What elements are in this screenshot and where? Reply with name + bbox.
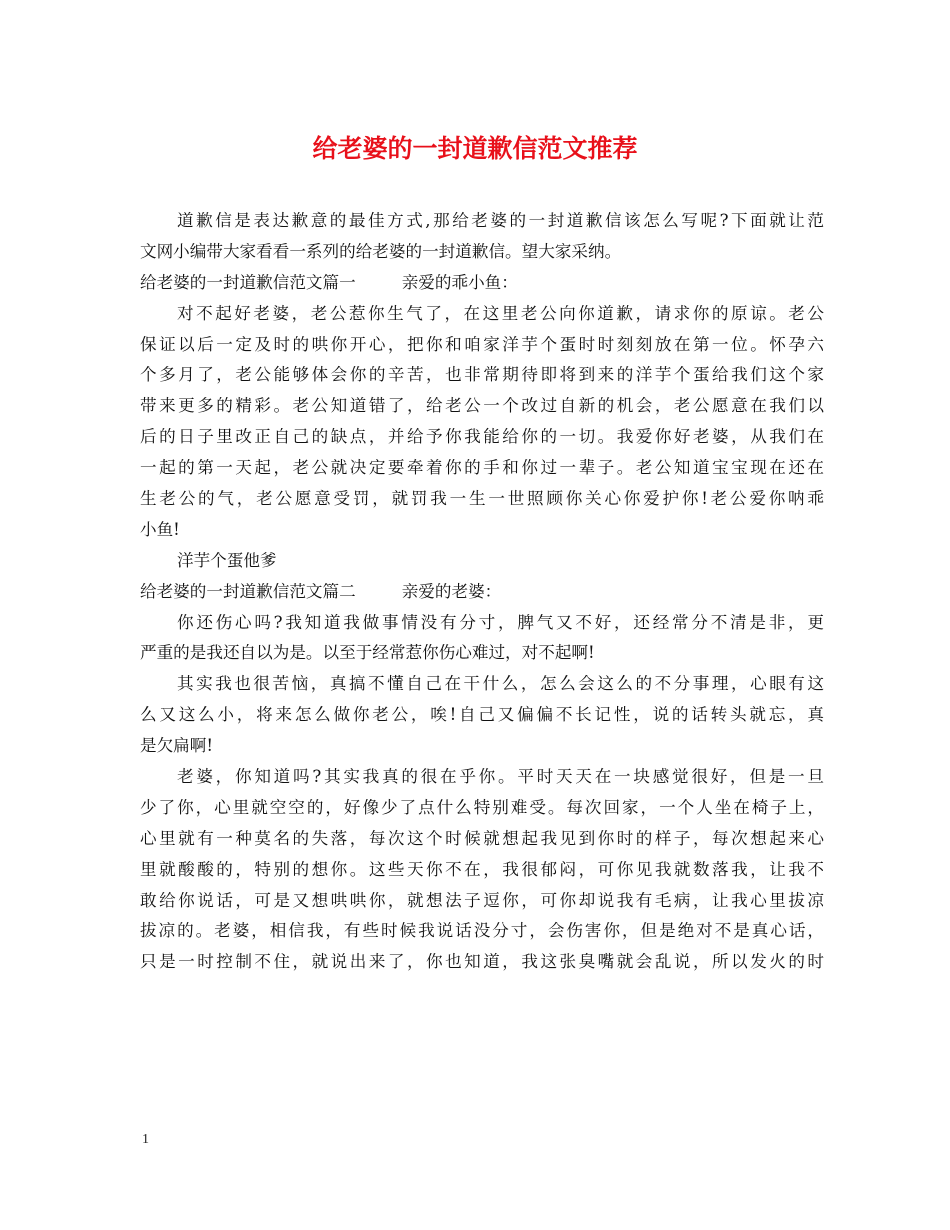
section-1-greeting: 亲爱的乖小鱼： (401, 272, 518, 292)
page-number: 1 (142, 1132, 149, 1147)
section-2-line: 你还伤心吗?我知道我做事情没有分寸，脾气又不好，还经常分不清是非，更 (177, 612, 824, 632)
document-body (140, 206, 824, 978)
document-title: 给老婆的一封道歉信范文推荐 (312, 134, 638, 163)
section-2-line: 拔凉的。老婆，相信我，有些时候我说话没分寸，会伤害你，但是绝对不是真心话， (140, 921, 824, 941)
section-2-line: 心里就有一种莫名的失落，每次这个时候就想起我见到你时的样子，每次想起来心 (140, 828, 824, 848)
section-1-line: 带来更多的精彩。老公知道错了，给老公一个改过自新的机会，老公愿意在我们以 (140, 396, 824, 416)
section-1-line: 保证以后一定及时的哄你开心，把你和咱家洋芋个蛋时时刻刻放在第一位。怀孕六 (140, 334, 824, 354)
section-2-line: 老婆，你知道吗?其实我真的很在乎你。平时天天在一块感觉很好，但是一旦 (177, 767, 824, 787)
section-2-line: 是欠扁啊! (140, 736, 214, 756)
section-2-line: 里就酸酸的，特别的想你。这些天你不在，我很郁闷，可你见我就数落我，让我不 (140, 859, 824, 879)
section-1-line: 生老公的气，老公愿意受罚，就罚我一生一世照顾你关心你爱护你!老公爱你呐乖 (140, 489, 824, 509)
section-1-signature: 洋芋个蛋他爹 (177, 550, 277, 570)
section-2-line: 只是一时控制不住，就说出来了，你也知道，我这张臭嘴就会乱说，所以发火的时 (140, 952, 824, 972)
section-1-line: 小鱼! (140, 519, 180, 539)
section-1-line: 个多月了，老公能够体会你的辛苦，也非常期待即将到来的洋芋个蛋给我们这个家 (140, 365, 824, 385)
section-1-heading: 给老婆的一封道歉信范文篇一 (140, 272, 356, 292)
section-2-header (140, 577, 824, 608)
section-1-line: 后的日子里改正自己的缺点，并给予你我能给你的一切。我爱你好老婆，从我们在 (140, 427, 824, 447)
section-2-line: 敢给你说话，可是又想哄哄你，就想法子逗你，可你却说我有毛病，让我心里拔凉 (140, 890, 824, 910)
section-2-line: 其实我也很苦恼，真搞不懂自己在干什么，怎么会这么的不分事理，心眼有这 (177, 674, 824, 694)
intro-line-1: 道歉信是表达歉意的最佳方式,那给老婆的一封道歉信该怎么写呢?下面就让范 (177, 211, 824, 230)
section-2-line: 么又这么小，将来怎么做你老公，唉!自己又偏偏不长记性，说的话转头就忘，真 (140, 705, 824, 725)
section-2-heading: 给老婆的一封道歉信范文篇二 (140, 581, 356, 601)
intro-line-2: 文网小编带大家看看一系列的给老婆的一封道歉信。望大家采纳。 (140, 241, 622, 261)
section-1-line: 一起的第一天起，老公就决定要牵着你的手和你过一辈子。老公知道宝宝现在还在 (140, 458, 824, 478)
section-2-greeting: 亲爱的老婆： (401, 581, 502, 601)
section-1-header (140, 268, 824, 299)
section-2-line: 严重的是我还自以为是。以至于经常惹你伤心难过，对不起啊! (140, 643, 595, 663)
section-1-line: 对不起好老婆，老公惹你生气了，在这里老公向你道歉，请求你的原谅。老公 (177, 303, 824, 323)
section-2-line: 少了你，心里就空空的，好像少了点什么特别难受。每次回家，一个人坐在椅子上， (140, 797, 824, 817)
